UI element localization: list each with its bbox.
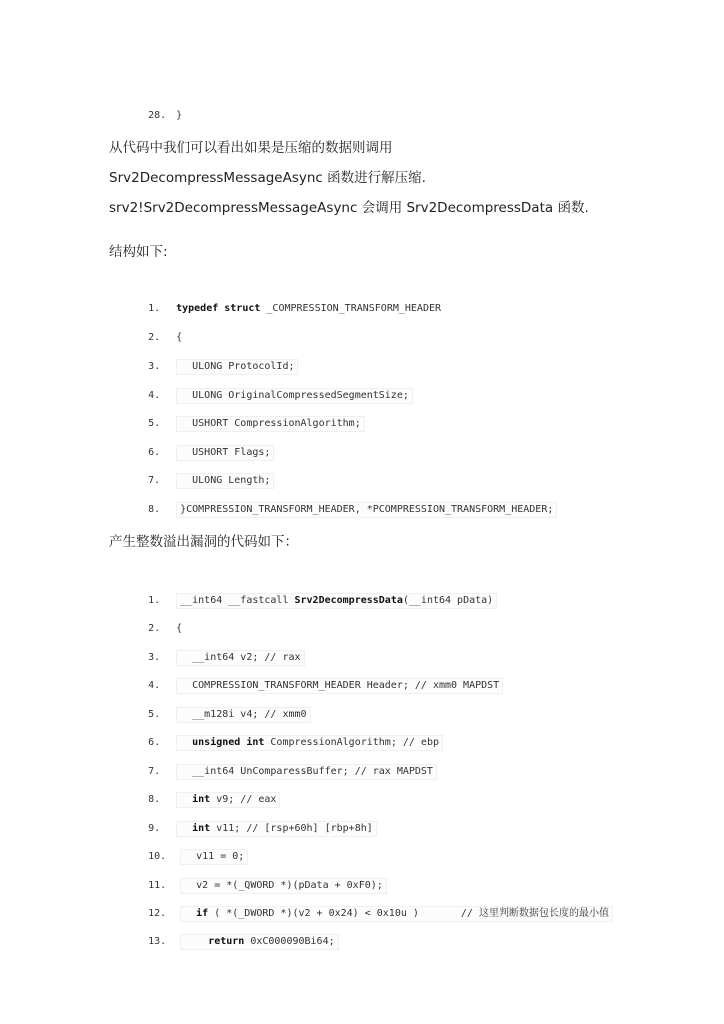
code-comment: // 这里判断数据包长度的最小值	[460, 908, 609, 919]
keyword: return	[208, 936, 245, 947]
code-text: }	[176, 110, 183, 121]
code-part: (__int64 pData)	[402, 595, 494, 606]
code-text: ULONG ProtocolId;	[176, 359, 298, 375]
code-rest: v11; // [rsp+60h] [rbp+8h]	[210, 823, 373, 834]
line-number: 3.	[148, 361, 161, 372]
keyword: int	[192, 823, 211, 834]
line-number: 13.	[148, 936, 167, 947]
keyword: if	[196, 908, 209, 919]
line-number: 10.	[148, 851, 167, 862]
code-text: __m128i v4; // xmm0	[176, 707, 310, 723]
line-number: 5.	[148, 418, 161, 429]
code-text: {	[176, 332, 183, 343]
line-number: 3.	[148, 652, 161, 663]
line-number: 5.	[148, 709, 161, 720]
code-text	[180, 934, 339, 950]
paragraph-intro: 从代码中我们可以看出如果是压缩的数据则调用	[109, 140, 393, 156]
code-text	[176, 792, 280, 808]
code-part: __int64 __fastcall	[180, 595, 295, 606]
line-number: 4.	[148, 390, 161, 401]
line-number: 11.	[148, 880, 167, 891]
code-line	[124, 488, 557, 532]
line-number: 2.	[148, 623, 161, 634]
line-number: 8.	[148, 504, 161, 515]
paragraph-structure-heading: 结构如下:	[109, 244, 168, 260]
code-text: ULONG OriginalCompressedSegmentSize;	[176, 388, 413, 404]
code-text	[176, 593, 497, 609]
line-number: 12.	[148, 908, 167, 919]
code-text: v11 = 0;	[180, 849, 248, 865]
code-text: v2 = *(_QWORD *)(pData + 0xF0);	[180, 878, 387, 894]
code-text: COMPRESSION_TRANSFORM_HEADER Header; // xmm0 MAPDST	[176, 678, 503, 694]
line-number: 6.	[148, 447, 161, 458]
keyword: int	[192, 794, 211, 805]
code-line	[124, 920, 339, 964]
line-number: 4.	[148, 680, 161, 691]
code-text: __int64 v2; // rax	[176, 650, 304, 666]
code-text: USHORT CompressionAlgorithm;	[176, 416, 365, 432]
code-text: }COMPRESSION_TRANSFORM_HEADER, *PCOMPRESSION_TRANSFORM_HEADER;	[176, 502, 557, 518]
code-text: {	[176, 623, 183, 634]
code-rest: 0xC000090Bi64;	[244, 936, 335, 947]
paragraph-overflow-heading: 产生整数溢出漏洞的代码如下：	[109, 534, 298, 550]
function-name: Srv2DecompressData	[294, 595, 403, 606]
line-number: 7.	[148, 766, 161, 777]
code-line	[124, 95, 182, 137]
line-number: 8.	[148, 794, 161, 805]
line-number: 1.	[148, 595, 161, 606]
code-text: __int64 UnComparessBuffer; // rax MAPDST	[176, 764, 437, 780]
code-text: USHORT Flags;	[176, 445, 274, 461]
code-text	[176, 302, 441, 316]
code-rest: CompressionAlgorithm; // ebp	[264, 737, 439, 748]
line-number: 2.	[148, 332, 161, 343]
keyword: unsigned int	[192, 737, 265, 748]
code-rest: _COMPRESSION_TRANSFORM_HEADER	[260, 303, 442, 314]
code-rest: v9; // eax	[210, 794, 277, 805]
code-rest: ( *(_DWORD *)(v2 + 0x24) < 0x10u )	[208, 908, 419, 919]
line-number: 7.	[148, 475, 161, 486]
line-number: 1.	[148, 303, 161, 314]
line-number: 9.	[148, 823, 161, 834]
code-text: ULONG Length;	[176, 473, 274, 489]
line-number: 28.	[148, 110, 167, 121]
paragraph-calls-decompress-data: srv2!Srv2DecompressMessageAsync 会调用 Srv2DecompressData 函数.	[109, 200, 589, 216]
line-number: 6.	[148, 737, 161, 748]
keyword: typedef struct	[176, 303, 261, 314]
code-text	[176, 735, 443, 751]
paragraph-decompress-async: Srv2DecompressMessageAsync 函数进行解压缩.	[109, 170, 426, 186]
